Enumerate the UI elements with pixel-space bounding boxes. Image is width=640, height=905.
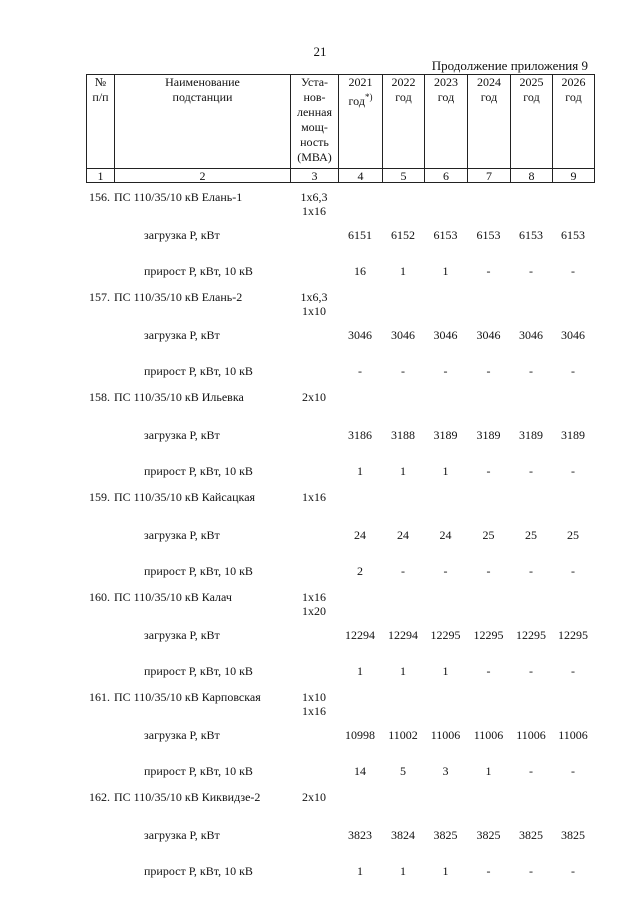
load-label: загрузка Р, кВт — [144, 628, 220, 642]
load-row — [86, 320, 594, 358]
row-number: 158. — [89, 390, 110, 404]
footnote-mark: *) — [364, 92, 373, 102]
increment-value: - — [401, 564, 405, 578]
substation-name: ПС 110/35/10 кВ Киквидзе-2 — [114, 790, 261, 804]
header-year-2023 — [425, 75, 468, 169]
increment-value: 14 — [354, 764, 366, 778]
empty-cell — [86, 758, 114, 788]
increment-value: 1 — [442, 664, 449, 678]
increment-value: - — [486, 864, 491, 878]
increment-value: - — [486, 564, 491, 578]
increment-value: - — [529, 464, 533, 478]
load-value: 3189 — [561, 428, 585, 442]
load-row — [86, 720, 594, 758]
increment-value: - — [529, 364, 533, 378]
empty-cell — [86, 458, 114, 488]
header-year-2025 — [511, 75, 553, 169]
increment-row — [86, 858, 594, 888]
header-year-2021 — [339, 75, 383, 169]
empty-cell — [338, 688, 382, 720]
installed-capacity — [290, 588, 338, 620]
empty-cell — [467, 288, 510, 320]
row-number: 161. — [89, 690, 110, 704]
load-value: 12295 — [558, 628, 588, 642]
increment-value: 3 — [442, 764, 449, 778]
increment-value: - — [486, 664, 491, 678]
load-value: 12294 — [345, 628, 375, 642]
load-value: 25 — [482, 528, 495, 542]
column-number: 8 — [511, 169, 553, 183]
load-value: 12295 — [516, 628, 546, 642]
load-value: 11006 — [473, 728, 504, 742]
increment-value: - — [529, 764, 533, 778]
increment-value: - — [443, 364, 448, 378]
empty-cell — [552, 288, 594, 320]
load-value: 25 — [525, 528, 537, 542]
load-row — [86, 420, 594, 458]
empty-cell — [290, 320, 338, 358]
capacity-value: 2x10 — [302, 790, 326, 804]
installed-capacity — [290, 388, 338, 420]
load-value: 6153 — [519, 228, 543, 242]
increment-value: 1 — [442, 864, 449, 878]
empty-cell — [86, 558, 114, 588]
increment-value: 1 — [485, 764, 492, 778]
empty-cell — [86, 620, 114, 658]
load-value: 11006 — [558, 728, 588, 742]
empty-cell — [510, 288, 552, 320]
increment-value: - — [529, 564, 533, 578]
header-substation-label: Наименование подстанции — [165, 75, 240, 104]
empty-cell — [86, 420, 114, 458]
installed-capacity — [290, 288, 338, 320]
increment-value: - — [571, 864, 575, 878]
load-label: загрузка Р, кВт — [144, 828, 220, 842]
substation-name: ПС 110/35/10 кВ Ильевка — [114, 390, 244, 404]
empty-cell — [467, 488, 510, 520]
row-number: 157. — [89, 290, 110, 304]
increment-value: - — [486, 264, 491, 278]
capacity-value: 1x6,3 — [300, 290, 328, 304]
substation-row — [86, 288, 594, 320]
increment-row — [86, 558, 594, 588]
substation-name: ПС 110/35/10 кВ Карповская — [114, 690, 261, 704]
empty-cell — [467, 588, 510, 620]
load-value: 3186 — [348, 428, 372, 442]
load-value: 6151 — [348, 228, 372, 242]
increment-value: - — [571, 464, 575, 478]
header-year-2021-label: 2021 год*) — [348, 75, 373, 108]
increment-value: - — [529, 864, 533, 878]
load-value: 3046 — [519, 328, 543, 342]
header-year-2024 — [468, 75, 511, 169]
empty-cell — [424, 488, 467, 520]
empty-cell — [382, 388, 424, 420]
load-value: 25 — [567, 528, 579, 542]
increment-label: прирост Р, кВт, 10 кВ — [144, 264, 253, 278]
empty-cell — [338, 788, 382, 820]
empty-cell — [290, 720, 338, 758]
header-year-2026 — [553, 75, 595, 169]
load-value: 6153 — [433, 228, 458, 242]
increment-value: - — [571, 664, 575, 678]
load-value: 3189 — [433, 428, 458, 442]
row-number: 160. — [89, 590, 110, 604]
column-number: 6 — [425, 169, 468, 183]
substation-name: ПС 110/35/10 кВ Елань-2 — [114, 290, 243, 304]
load-value: 12294 — [388, 628, 418, 642]
load-value: 24 — [354, 528, 366, 542]
empty-cell — [467, 688, 510, 720]
continuation-caption: Продолжение приложения 9 — [431, 58, 588, 73]
empty-cell — [382, 288, 424, 320]
increment-value: - — [529, 264, 533, 278]
load-value: 3189 — [476, 428, 501, 442]
column-number: 2 — [115, 169, 291, 183]
load-value: 3824 — [391, 828, 415, 842]
header-year-2024-label: 2024 год — [477, 75, 501, 104]
header-substation-name — [115, 75, 291, 169]
table-header — [86, 74, 595, 183]
increment-row — [86, 358, 594, 388]
load-label: загрузка Р, кВт — [144, 428, 220, 442]
empty-cell — [290, 620, 338, 658]
empty-cell — [86, 520, 114, 558]
empty-cell — [382, 188, 424, 220]
empty-cell — [552, 388, 594, 420]
empty-cell — [338, 488, 382, 520]
installed-capacity — [290, 688, 338, 720]
load-value: 3046 — [561, 328, 585, 342]
header-capacity — [291, 75, 339, 169]
empty-cell — [382, 488, 424, 520]
empty-cell — [424, 588, 467, 620]
increment-value: - — [486, 364, 491, 378]
increment-value: - — [401, 364, 405, 378]
header-year-2022-label: 2022 год — [391, 75, 416, 104]
empty-cell — [552, 488, 594, 520]
load-value: 3046 — [348, 328, 372, 342]
capacity-value: 1x10 — [302, 690, 326, 704]
column-number: 9 — [553, 169, 595, 183]
empty-cell — [290, 820, 338, 858]
empty-cell — [382, 588, 424, 620]
empty-cell — [510, 688, 552, 720]
substation-name: ПС 110/35/10 кВ Калач — [114, 590, 232, 604]
row-number: 159. — [89, 490, 110, 504]
increment-value: - — [571, 564, 575, 578]
column-number: 5 — [383, 169, 425, 183]
installed-capacity — [290, 488, 338, 520]
empty-cell — [424, 788, 467, 820]
capacity-value: 1x16 — [302, 204, 326, 218]
increment-value: - — [443, 564, 448, 578]
empty-cell — [510, 588, 552, 620]
increment-value: 1 — [442, 264, 449, 278]
empty-cell — [338, 388, 382, 420]
empty-cell — [86, 720, 114, 758]
load-value: 6152 — [391, 228, 415, 242]
load-value: 24 — [397, 528, 409, 542]
empty-cell — [338, 188, 382, 220]
increment-row — [86, 658, 594, 688]
increment-row — [86, 258, 594, 288]
increment-value: 5 — [400, 764, 406, 778]
empty-cell — [552, 688, 594, 720]
empty-cell — [86, 820, 114, 858]
load-value: 3825 — [476, 828, 501, 842]
capacity-value: 1x6,3 — [300, 190, 328, 204]
column-number-row — [87, 169, 595, 183]
empty-cell — [290, 220, 338, 258]
increment-label: прирост Р, кВт, 10 кВ — [144, 864, 253, 878]
increment-value: - — [486, 464, 491, 478]
increment-value: 1 — [400, 664, 406, 678]
increment-value: 1 — [357, 864, 363, 878]
empty-cell — [510, 488, 552, 520]
increment-value: 1 — [442, 464, 449, 478]
empty-cell — [552, 188, 594, 220]
substation-row — [86, 188, 594, 220]
load-value: 3189 — [519, 428, 543, 442]
load-value: 6153 — [476, 228, 501, 242]
load-row — [86, 820, 594, 858]
increment-value: 16 — [354, 264, 366, 278]
column-number: 7 — [468, 169, 511, 183]
increment-value: 1 — [400, 264, 406, 278]
load-value: 3825 — [519, 828, 543, 842]
row-number: 156. — [89, 190, 110, 204]
capacity-value: 1x16 — [302, 490, 326, 504]
load-value: 3046 — [391, 328, 415, 342]
increment-label: прирост Р, кВт, 10 кВ — [144, 364, 253, 378]
substation-row — [86, 388, 594, 420]
empty-cell — [467, 188, 510, 220]
empty-cell — [338, 588, 382, 620]
empty-cell — [467, 388, 510, 420]
empty-cell — [338, 288, 382, 320]
page-number: 21 — [313, 44, 327, 59]
row-number: 162. — [89, 790, 110, 804]
load-value: 12295 — [430, 628, 461, 642]
increment-value: - — [571, 264, 575, 278]
load-row — [86, 520, 594, 558]
header-number-label: № п/п — [92, 75, 109, 104]
empty-cell — [467, 788, 510, 820]
empty-cell — [290, 858, 338, 888]
empty-cell — [86, 320, 114, 358]
column-number: 3 — [291, 169, 339, 183]
empty-cell — [382, 788, 424, 820]
load-value: 10998 — [345, 728, 375, 742]
increment-value: - — [529, 664, 533, 678]
empty-cell — [290, 420, 338, 458]
capacity-value: 1x16 — [302, 590, 326, 604]
empty-cell — [552, 588, 594, 620]
increment-value: 1 — [400, 864, 406, 878]
load-value: 12295 — [473, 628, 504, 642]
header-year-2026-label: 2026 год — [561, 75, 586, 104]
substation-row — [86, 688, 594, 720]
capacity-value: 1x16 — [302, 704, 326, 718]
empty-cell — [290, 658, 338, 688]
empty-cell — [290, 558, 338, 588]
empty-cell — [424, 388, 467, 420]
installed-capacity — [290, 188, 338, 220]
empty-cell — [552, 788, 594, 820]
load-label: загрузка Р, кВт — [144, 328, 220, 342]
increment-value: 1 — [357, 664, 363, 678]
header-year-2022 — [383, 75, 425, 169]
header-capacity-label: Уста- нов- ленная мощ- ность (МВА) — [296, 75, 332, 164]
empty-cell — [86, 658, 114, 688]
increment-row — [86, 458, 594, 488]
substation-row — [86, 788, 594, 820]
increment-label: прирост Р, кВт, 10 кВ — [144, 564, 253, 578]
header-year-2023-label: 2023 год — [434, 75, 458, 104]
capacity-value: 1x10 — [302, 304, 326, 318]
empty-cell — [510, 388, 552, 420]
load-value: 3188 — [391, 428, 415, 442]
substation-row — [86, 588, 594, 620]
increment-value: 2 — [357, 564, 363, 578]
column-number: 4 — [339, 169, 383, 183]
increment-value: 1 — [357, 464, 363, 478]
load-value: 3825 — [433, 828, 458, 842]
load-label: загрузка Р, кВт — [144, 228, 220, 242]
substation-row — [86, 488, 594, 520]
empty-cell — [510, 788, 552, 820]
load-value: 3046 — [433, 328, 458, 342]
increment-value: - — [571, 364, 575, 378]
load-row — [86, 220, 594, 258]
table-body — [86, 188, 594, 888]
capacity-value: 1x20 — [302, 604, 326, 618]
empty-cell — [86, 258, 114, 288]
increment-value: 1 — [400, 464, 406, 478]
header-year-2025-label: 2025 год — [519, 75, 544, 104]
load-label: загрузка Р, кВт — [144, 728, 220, 742]
empty-cell — [424, 688, 467, 720]
load-value: 11006 — [516, 728, 546, 742]
increment-value: - — [571, 764, 575, 778]
load-label: загрузка Р, кВт — [144, 528, 220, 542]
empty-cell — [290, 520, 338, 558]
substation-name: ПС 110/35/10 кВ Елань-1 — [114, 190, 243, 204]
empty-cell — [424, 288, 467, 320]
empty-cell — [510, 188, 552, 220]
load-value: 3046 — [476, 328, 501, 342]
increment-value: - — [358, 364, 362, 378]
empty-cell — [86, 220, 114, 258]
increment-label: прирост Р, кВт, 10 кВ — [144, 664, 253, 678]
load-value: 3825 — [561, 828, 585, 842]
load-value: 24 — [439, 528, 452, 542]
empty-cell — [86, 358, 114, 388]
load-value: 6153 — [561, 228, 585, 242]
substation-name: ПС 110/35/10 кВ Кайсацкая — [114, 490, 256, 504]
capacity-value: 2x10 — [302, 390, 326, 404]
empty-cell — [290, 358, 338, 388]
load-row — [86, 620, 594, 658]
empty-cell — [424, 188, 467, 220]
increment-label: прирост Р, кВт, 10 кВ — [144, 464, 253, 478]
header-number — [87, 75, 115, 169]
load-value: 3823 — [348, 828, 372, 842]
increment-label: прирост Р, кВт, 10 кВ — [144, 764, 253, 778]
empty-cell — [86, 858, 114, 888]
load-value: 11002 — [388, 728, 418, 742]
empty-cell — [290, 258, 338, 288]
empty-cell — [382, 688, 424, 720]
load-value: 11006 — [430, 728, 461, 742]
empty-cell — [290, 758, 338, 788]
increment-row — [86, 758, 594, 788]
column-number: 1 — [87, 169, 115, 183]
installed-capacity — [290, 788, 338, 820]
empty-cell — [290, 458, 338, 488]
